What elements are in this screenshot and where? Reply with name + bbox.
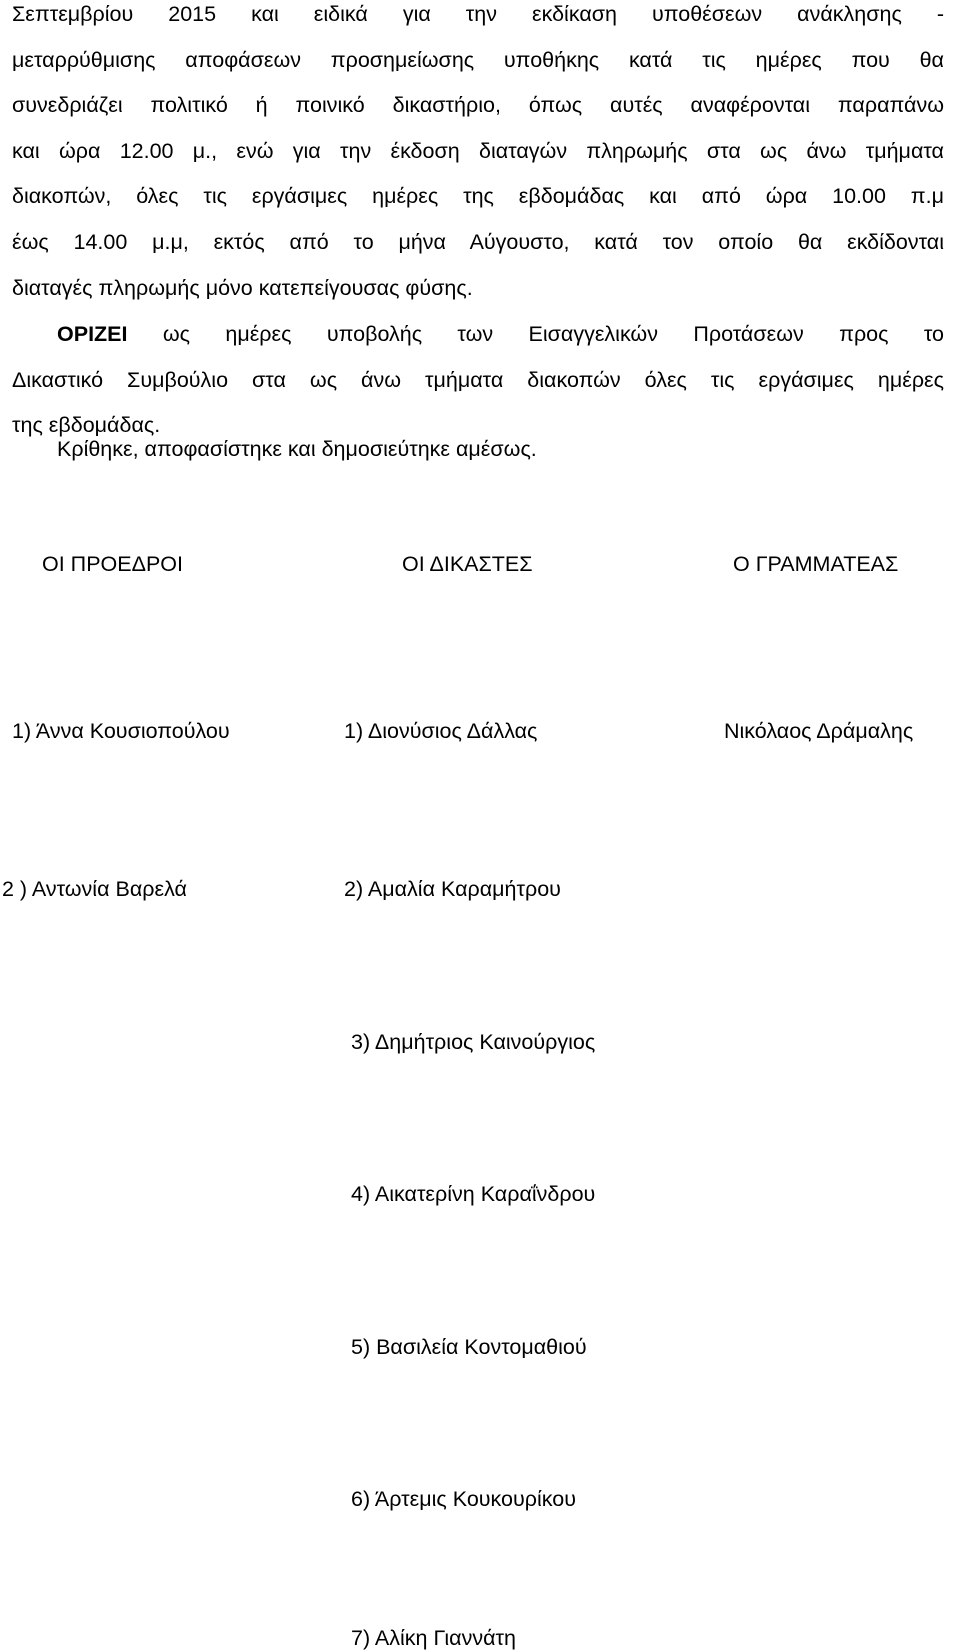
paragraph-line: και ώρα 12.00 μ., ενώ για την έκδοση διαταγών πληρωμής στα ως άνω τμήματα xyxy=(12,138,944,163)
closing-statement: Κρίθηκε, αποφασίστηκε και δημοσιεύτηκε αμέσως. xyxy=(57,437,537,461)
presidents-header: ΟΙ ΠΡΟΕΔΡΟΙ xyxy=(42,552,183,576)
judge-name-7: 7) Αλίκη Γιαννάτη xyxy=(351,1626,516,1650)
president-name-1: 1) Άννα Κουσιοπούλου xyxy=(12,719,230,743)
judge-name-5: 5) Βασιλεία Κοντομαθιού xyxy=(351,1335,587,1359)
paragraph-line xyxy=(12,312,944,358)
orizei-text: ως ημέρες υποβολής των Εισαγγελικών Προτάσεων προς το xyxy=(162,322,944,346)
paragraph-line: διαταγές πληρωμής μόνο κατεπείγουσας φύσης. xyxy=(12,275,473,300)
paragraph-orizei xyxy=(12,312,944,449)
judges-header: ΟΙ ΔΙΚΑΣΤΕΣ xyxy=(402,552,533,576)
paragraph-line: διακοπών, όλες τις εργάσιμες ημέρες της εβδομάδας και από ώρα 10.00 π.μ xyxy=(12,184,944,209)
paragraph-line: Σεπτεμβρίου 2015 και ειδικά για την εκδίκαση υποθέσεων ανάκλησης - xyxy=(12,2,944,26)
judge-name-6: 6) Άρτεμις Κουκουρίκου xyxy=(351,1487,576,1511)
judge-name-3: 3) Δημήτριος Καινούργιος xyxy=(351,1030,596,1054)
president-name-2: 2 ) Αντωνία Βαρελά xyxy=(2,877,187,901)
paragraph-decision-text xyxy=(12,0,944,311)
paragraph-line: συνεδριάζει πολιτικό ή ποινικό δικαστήριο, όπως αυτές αναφέρονται παραπάνω xyxy=(12,93,944,118)
paragraph-line: έως 14.00 μ.μ, εκτός από το μήνα Αύγουστο, κατά τον οποίο θα εκδίδονται xyxy=(12,229,944,254)
secretary-name: Νικόλαος Δράμαλης xyxy=(724,719,914,743)
secretary-header: Ο ΓΡΑΜΜΑΤΕΑΣ xyxy=(733,552,899,576)
judge-name-1: 1) Διονύσιος Δάλλας xyxy=(344,719,538,743)
paragraph-line: μεταρρύθμισης αποφάσεων προσημείωσης υποθήκης κατά τις ημέρες που θα xyxy=(12,47,944,72)
judge-name-4: 4) Αικατερίνη Καραΐνδρου xyxy=(351,1182,596,1206)
paragraph-line: της εβδομάδας. xyxy=(12,413,161,438)
paragraph-line: Δικαστικό Συμβούλιο στα ως άνω τμήματα διακοπών όλες τις εργάσιμες ημέρες xyxy=(12,367,944,392)
orizei-keyword: ΟΡΙΖΕΙ xyxy=(57,322,128,346)
judge-name-2: 2) Αμαλία Καραμήτρου xyxy=(344,877,561,901)
